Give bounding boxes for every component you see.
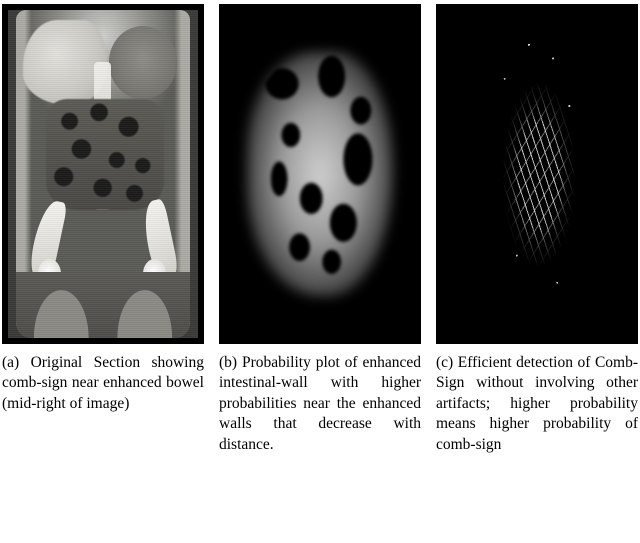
panel-b: [219, 4, 421, 455]
ct-image-frame: [8, 10, 198, 338]
panel-b-caption: (b) Probability plot of enhanced intestinal-wall with higher probabilities near the enhanced walls that decrease with distance.: [219, 354, 421, 453]
ct-stomach: [109, 26, 177, 98]
ct-coronal-section-image: [2, 4, 204, 344]
panel-a-caption: (a) Original Section showing comb-sign near enhanced bowel (mid-right of image): [2, 354, 204, 412]
panel-c: [436, 4, 638, 455]
panel-c-caption: (c) Efficient detection of Comb-Sign without involving other artifacts; higher probability means higher probability of comb-sign: [436, 354, 638, 453]
ct-thighs: [16, 272, 191, 338]
panel-a: [2, 4, 204, 414]
detection-specks: [436, 4, 638, 344]
comb-sign-detection-image: [436, 4, 638, 344]
ct-bowel-loops: [46, 99, 164, 211]
probability-low-regions: [247, 52, 392, 297]
probability-plot-image: [219, 4, 421, 344]
